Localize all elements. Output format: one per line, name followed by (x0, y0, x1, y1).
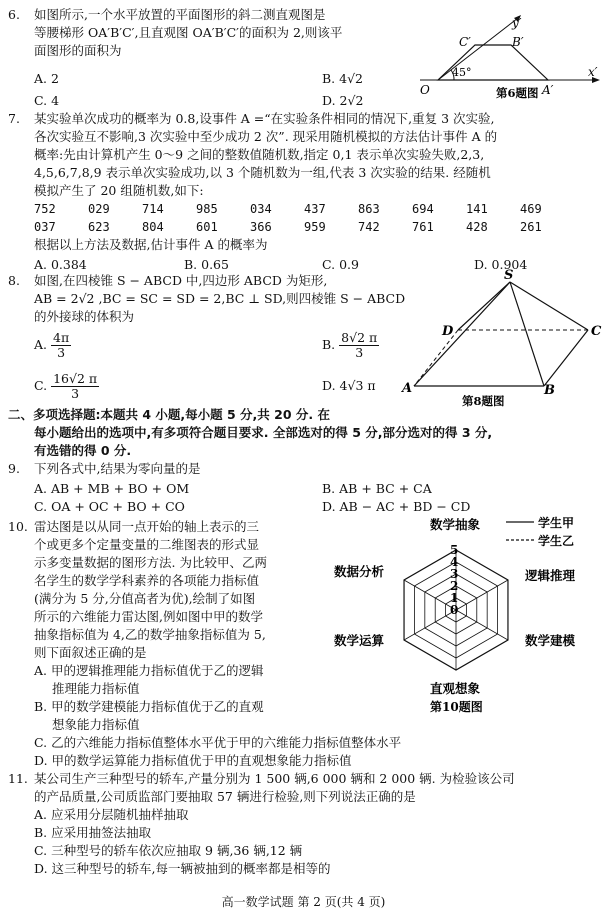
q6-label-x: x′ (588, 65, 598, 79)
q7-option-a[interactable]: A. 0.384 (34, 257, 87, 272)
q9-stem: 9. 下列各式中,结果为零向量的是 (8, 461, 201, 476)
radar-tick-3: 3 (450, 567, 459, 581)
section2-line3: 有选错的得 0 分. (34, 443, 132, 458)
q6-option-d[interactable]: D. 2√2 (322, 93, 364, 108)
q6-y-axis (438, 18, 518, 80)
q10-radar-chart (318, 512, 604, 734)
q8-label-d: D (442, 324, 454, 339)
q10-line6: 所示的六维能力雷达图,例如图中甲的数学 (34, 609, 263, 624)
page-footer: 高一数学试题 第 2 页(共 4 页) (221, 895, 386, 909)
q6-line1: 6. 如图所示,一个水平放置的平面图形的斜二测直观图是 (8, 7, 326, 22)
radar-caption: 第10题图 (430, 700, 483, 714)
q11-option-c[interactable]: C. 三种型号的轿车依次应抽取 9 辆,36 辆,12 辆 (34, 843, 303, 858)
q7-line5: 模拟产生了 20 组随机数,如下: (34, 183, 204, 198)
q11-option-a[interactable]: A. 应采用分层随机抽样抽取 (34, 807, 189, 822)
q10-option-b-cont: 想象能力指标值 (52, 717, 140, 732)
q8-label-a: A (402, 381, 413, 396)
q10-option-a[interactable]: A. 甲的逻辑推理能力指标值优于乙的逻辑 (34, 663, 264, 678)
radar-spoke-5 (404, 579, 459, 610)
q6-label-y: y′ (512, 16, 522, 30)
legend-label-yi: 学生乙 (538, 534, 575, 548)
q8-edge-bc (544, 330, 588, 386)
q10-line8: 则下面叙述正确的是 (34, 645, 147, 660)
q10-line1: 10. 雷达图是以从同一点开始的轴上表示的三 (8, 519, 260, 534)
q7-option-c[interactable]: C. 0.9 (322, 257, 359, 272)
q8-edge-sb (510, 282, 544, 386)
q8-label-c: C (591, 324, 602, 339)
q7-line1: 7. 某实验单次成功的概率为 0.8,设事件 A =“在实验条件相同的情况下,重复 3 次实验, (8, 111, 495, 126)
q7-line6: 根据以上方法及数据,估计事件 A 的概率为 (34, 237, 268, 252)
radar-axis-label-1: 逻辑推理 (525, 568, 576, 583)
q6-option-a[interactable]: A. 2 (34, 71, 59, 86)
legend-label-jia: 学生甲 (538, 516, 575, 530)
q7-random-row1: 752 029 714 985 034 437 863 694 141 469 (34, 202, 542, 216)
q8-line2: AB = 2√2 ,BC = SC = SD = 2,BC ⊥ SD,则四棱锥 S − ABCD (34, 291, 406, 306)
q8-label-s: S (504, 268, 514, 283)
q6-line3: 面图形的面积为 (34, 43, 122, 58)
radar-spoke-1 (456, 580, 508, 610)
radar-tick-1: 1 (450, 591, 459, 605)
section2-title: 二、多项选择题:本题共 4 小题,每小题 5 分,共 20 分. 在 (8, 407, 330, 422)
q10-option-b[interactable]: B. 甲的数学建模能力指标值优于乙的直观 (34, 699, 264, 714)
q11-option-b[interactable]: B. 应采用抽签法抽取 (34, 825, 152, 840)
q9-option-b[interactable]: B. AB + BC + CA (322, 481, 432, 496)
q6-option-b[interactable]: B. 4√2 (322, 71, 364, 86)
q10-line2: 个或更多个定量变量的二维图表的形式显 (34, 537, 260, 552)
q6-label-o: O (420, 83, 430, 97)
q10-line7: 抽象指标值为 4,乙的数学抽象指标值为 5, (34, 627, 266, 642)
radar-spoke-4 (404, 610, 456, 640)
q8-caption: 第8题图 (462, 394, 505, 408)
q8-figure (398, 268, 604, 408)
q10-line3: 示多变量数据的图形方法. 为比较甲、乙两 (34, 555, 267, 570)
q8-option-c[interactable]: C. $\frac{16√2 \pi}{3}$ (34, 371, 98, 401)
q10-line5: (满分为 5 分,分值高者为优),绘制了如图 (34, 591, 256, 606)
q6-caption: 第6题图 (496, 86, 539, 100)
radar-axis-label-0: 数学抽象 (430, 517, 481, 532)
radar-axis-label-2: 数学建模 (525, 633, 576, 648)
q7-line3: 概率:先由计算机产生 0～9 之间的整数值随机数,指定 0,1 表示单次实验失败,2,3, (34, 147, 485, 162)
q8-edge-sc (510, 282, 588, 330)
q7-option-d[interactable]: D. 0.904 (474, 257, 528, 272)
q11-line2: 的产品质量,公司质监部门要抽取 57 辆进行检验,则下列说法正确的是 (34, 789, 416, 804)
radar-legend (506, 515, 574, 548)
q7-line2: 各次实验互不影响,3 次实验中至少成功 2 次”. 现采用随机模拟的方法估计事件 A 的 (34, 129, 498, 144)
radar-tick-0: 0 (450, 603, 459, 617)
q8-line1: 8. 如图,在四棱锥 S − ABCD 中,四边形 ABCD 为矩形, (8, 273, 328, 288)
radar-axis-label-3: 直观想象 (430, 681, 481, 696)
q10-option-c[interactable]: C. 乙的六维能力指标值整体水平优于甲的六维能力指标值整体水平 (34, 735, 402, 750)
q7-line4: 4,5,6,7,8,9 表示单次实验成功,以 3 个随机数为一组,代表 3 次实验的结果. 经随机 (34, 165, 491, 180)
q10-option-a-cont: 推理能力指标值 (52, 681, 140, 696)
q9-option-c[interactable]: C. OA + OC + BO + CO (34, 499, 185, 514)
q9-option-d[interactable]: D. AB − AC + BD − CD (322, 499, 471, 514)
q6-figure (408, 10, 603, 102)
section2-line2: 每小题给出的选项中,有多项符合题目要求. 全部选对的得 5 分,部分选对的得 3 分, (34, 425, 493, 440)
q11-option-d[interactable]: D. 这三种型号的轿车,每一辆被抽到的概率都是相等的 (34, 861, 331, 876)
radar-tick-5: 5 (450, 543, 459, 557)
q8-edge-sa (414, 282, 510, 386)
q10-line4: 名学生的数学学科素养的各项能力指标值 (34, 573, 260, 588)
radar-tick-2: 2 (450, 579, 459, 593)
q7-option-b[interactable]: B. 0.65 (184, 257, 229, 272)
radar-tick-4: 4 (450, 555, 459, 569)
q8-edge-sd (458, 282, 510, 330)
q9-option-a[interactable]: A. AB + MB + BO + OM (34, 481, 190, 496)
q8-option-a[interactable]: A. $\frac{4\pi}{3}$ (34, 330, 70, 360)
q11-line1: 11. 某公司生产三种型号的轿车,产量分别为 1 500 辆,6 000 辆和 2 000 辆. 为检验该公司 (8, 771, 515, 786)
radar-axis-label-4: 数学运算 (334, 633, 385, 648)
radar-tick-labels (450, 543, 458, 617)
q6-option-c[interactable]: C. 4 (34, 93, 60, 108)
q6-line2: 等腰梯形 OA′B′C′,且直观图 OA′B′C′的面积为 2,则该平 (34, 25, 343, 40)
q7-random-row2: 037 623 804 601 366 959 742 761 428 261 (34, 220, 542, 234)
q6-label-c: C′ (459, 35, 471, 49)
q6-label-angle: 45° (452, 66, 472, 79)
q6-label-a: A′ (542, 83, 554, 97)
q8-option-b[interactable]: B. $\frac{8√2 \pi}{3}$ (322, 330, 378, 360)
q6-label-b: B′ (512, 35, 524, 49)
q10-option-d[interactable]: D. 甲的数学运算能力指标值优于甲的直观想象能力指标值 (34, 753, 352, 768)
radar-axis-label-5: 数据分析 (334, 564, 385, 579)
q8-option-d[interactable]: D. 4√3 π (322, 378, 376, 393)
radar-spoke-2 (456, 610, 508, 640)
q8-line3: 的外接球的体积为 (34, 309, 135, 324)
q8-label-b: B (544, 383, 555, 398)
